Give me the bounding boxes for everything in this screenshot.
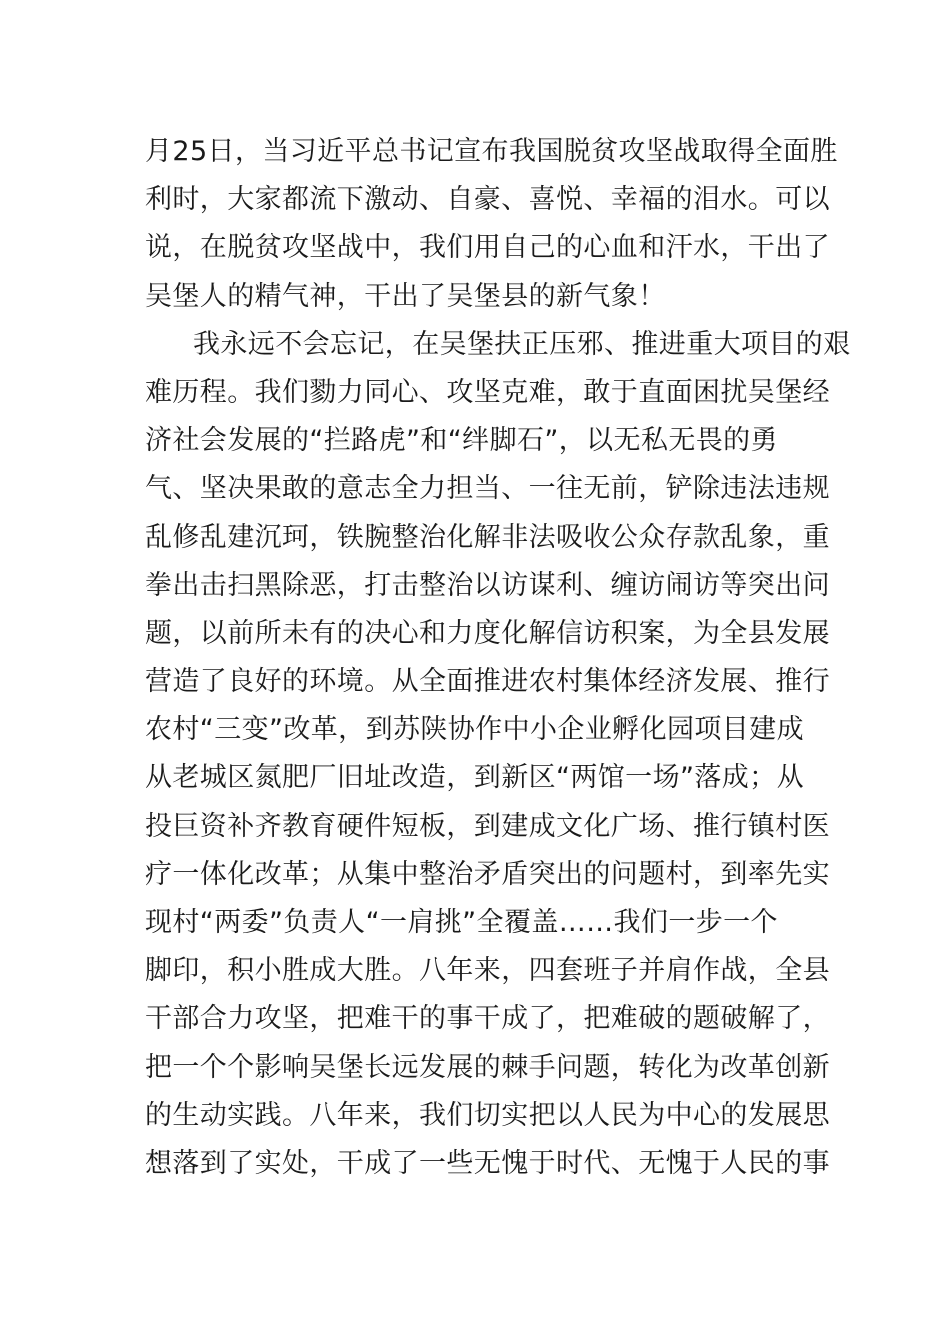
text-line: 投巨资补齐教育硬件短板，到建成文化广场、推行镇村医 [145,810,830,842]
paragraph-first-line: 我永远不会忘记，在吴堡扶正压邪、推进重大项目的艰 [193,328,851,360]
text-line: 月25日，当习近平总书记宣布我国脱贫攻坚战取得全面胜 [145,136,838,167]
text-line: 的生动实践。八年来，我们切实把以人民为中心的发展思 [145,1099,830,1131]
text-line: 营造了良好的环境。从全面推进农村集体经济发展、推行 [145,666,830,698]
text-line: 题，以前所未有的决心和力度化解信访积案，为全县发展 [145,617,830,649]
text-line: 乱修乱建沉珂，铁腕整治化解非法吸收公众存款乱象，重 [145,521,830,553]
text-line: 脚印，积小胜成大胜。八年来，四套班子并肩作战，全县 [145,955,830,987]
text-line: 现村“两委”负责人“一肩挑”全覆盖……我们一步一个 [145,907,778,938]
text-line: 拳出击扫黑除恶，打击整治以访谋利、缠访闹访等突出问 [145,569,830,601]
text-line: 济社会发展的“拦路虎”和“绊脚石”，以无私无畏的勇 [145,425,778,457]
text-line: 疗一体化改革；从集中整治矛盾突出的问题村，到率先实 [145,858,830,890]
text-line: 吴堡人的精气神，干出了吴堡县的新气象！ [145,280,666,312]
text-line: 从老城区氮肥厂旧址改造，到新区“两馆一场”落成；从 [145,762,804,794]
text-line: 气、坚决果敢的意志全力担当、一往无前，铲除违法违规 [145,473,830,505]
text-line: 说，在脱贫攻坚战中，我们用自己的心血和汗水，干出了 [145,232,830,264]
body-text [145,128,851,1188]
text-line: 想落到了实处，干成了一些无愧于时代、无愧于人民的事 [145,1147,830,1179]
text-line: 难历程。我们勠力同心、攻坚克难，敢于直面困扰吴堡经 [145,376,830,408]
text-line: 干部合力攻坚，把难干的事干成了，把难破的题破解了， [145,1003,830,1035]
text-line: 利时，大家都流下激动、自豪、喜悦、幸福的泪水。可以 [145,184,830,216]
text-line: 把一个个影响吴堡长远发展的棘手问题，转化为改革创新 [145,1051,830,1083]
text-line: 农村“三变”改革，到苏陕协作中小企业孵化园项目建成 [145,714,804,746]
